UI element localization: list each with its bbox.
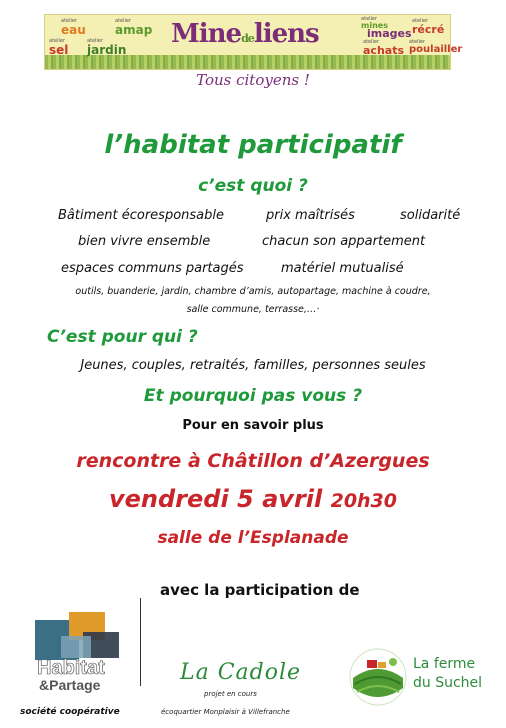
banner-word-amap: [115, 19, 152, 36]
habitat-partage-logo: [35, 606, 125, 692]
audience: Jeunes, couples, retraités, familles, personnes seules: [80, 358, 426, 373]
banner-word-poulailler: [409, 40, 462, 55]
la-cadole-logo: La Cadole: [180, 660, 302, 685]
feature-item: matériel mutualisé: [281, 261, 404, 276]
feature-item: solidarité: [400, 208, 461, 223]
hp-line2: &Partage: [39, 677, 101, 693]
banner-word: images: [367, 27, 412, 40]
feature-item: chacun son appartement: [262, 234, 426, 249]
banner-word: jardin: [87, 43, 127, 57]
banner-prefix: atelier: [61, 18, 78, 24]
banner-prefix: atelier: [412, 18, 429, 24]
date-text: vendredi 5 avril: [108, 485, 323, 513]
banner-word: récré: [412, 23, 445, 36]
meeting-venue: salle de l’Esplanade: [157, 528, 349, 548]
page-title: l’habitat participatif: [104, 130, 402, 160]
mine-de-liens-logo: [171, 19, 319, 49]
mine-de-liens-banner: [44, 14, 463, 70]
banner-word-achats: [363, 40, 404, 56]
banner-word: achats: [363, 44, 405, 57]
banner-word-jardin: [87, 39, 126, 56]
banner-prefix: atelier: [87, 38, 104, 44]
feature-item: prix maîtrisés: [266, 208, 355, 223]
banner-word: eau: [61, 23, 86, 37]
ferme-name-line1: La ferme: [413, 656, 476, 672]
banner-word-recre: [412, 19, 444, 35]
hp-line1: Habitat: [37, 657, 105, 679]
logo-part: Mine: [171, 19, 242, 49]
question-who: C’est pour qui ?: [47, 327, 198, 347]
meeting-place: rencontre à Châtillon d’Azergues: [76, 450, 430, 472]
tagline: Tous citoyens !: [196, 71, 310, 89]
habitat-partage-mark: [35, 606, 125, 692]
la-cadole-caption: écoquartier Monplaisir à Villefranche: [161, 708, 290, 716]
logo-part: de: [241, 32, 254, 45]
banner-prefix: atelier: [49, 38, 66, 44]
banner-prefix: atelier: [115, 18, 132, 24]
feature-details: salle commune, terrasse,…·: [186, 304, 320, 315]
banner-word: amap: [115, 23, 153, 37]
la-cadole-subtitle: projet en cours: [204, 690, 257, 698]
logo-part: liens: [253, 19, 319, 49]
banner-word: sel: [49, 43, 69, 57]
partner-divider: [140, 598, 141, 686]
feature-item: Bâtiment écoresponsable: [58, 208, 224, 223]
time-text: 20h30: [330, 490, 398, 512]
ferme-logo-icon: [349, 648, 407, 706]
feature-details: outils, buanderie, jardin, chambre d’amis, autopartage, machine à coudre,: [75, 286, 431, 297]
banner-prefix: atelier: [361, 16, 378, 22]
question-why-not: Et pourquoi pas vous ?: [143, 386, 363, 406]
question-what: c’est quoi ?: [198, 176, 308, 196]
feature-item: bien vivre ensemble: [78, 234, 211, 249]
banner-word-sel: [49, 39, 68, 56]
meeting-date: [0, 485, 506, 513]
banner-prefix: atelier: [363, 39, 380, 45]
ferme-name-line2: du Suchel: [413, 675, 483, 691]
banner-prefix: atelier: [409, 39, 426, 45]
banner-word: poulailler: [409, 44, 463, 55]
hp-caption: société coopérative: [20, 707, 120, 717]
banner-word-images: [367, 28, 412, 39]
banner-word: mines: [361, 21, 388, 30]
feature-item: espaces communs partagés: [61, 261, 244, 276]
banner-grass: [45, 55, 450, 69]
more-info: Pour en savoir plus: [182, 418, 324, 433]
participation-label: avec la participation de: [160, 581, 360, 599]
banner-word-eau: [61, 19, 86, 36]
